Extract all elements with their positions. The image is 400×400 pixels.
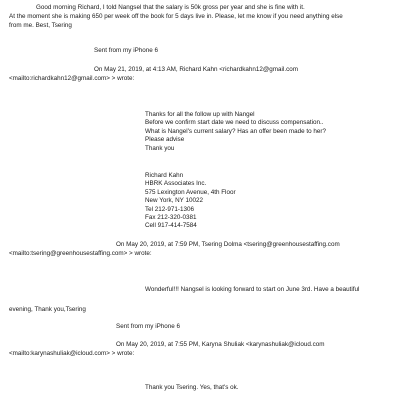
richard-message xyxy=(145,111,326,153)
reply-top-line-3: from me. Best, Tsering xyxy=(9,22,72,29)
reply-top-line-2: At the moment she is making 650 per week off the book for 5 days live in. Please, let me know if you need anything else xyxy=(9,13,343,20)
richard-message-line: What is Nangel's current salary? Has an offer been made to her? xyxy=(145,127,326,135)
richard-message-line: Before we confirm start date we need to discuss compensation.. xyxy=(145,119,324,127)
quote-header-1-line-2: <mailto:richardkahn12@gmail.com> > wrote: xyxy=(9,75,135,82)
signature-block xyxy=(145,172,236,231)
signature-line: Richard Kahn xyxy=(145,172,184,179)
quote-header-2-line-2: <mailto:tsering@greenhousestaffing.com> > wrote: xyxy=(9,250,152,257)
sent-from-iphone-1: Sent from my iPhone 6 xyxy=(94,47,159,54)
signature-line: HBRK Associates Inc. xyxy=(145,180,207,188)
sent-from-iphone-2: Sent from my iPhone 6 xyxy=(116,323,181,330)
quote-header-2-line-1: On May 20, 2019, at 7:59 PM, Tsering Dolma <tsering@greenhousestaffing.com xyxy=(116,241,340,248)
signature-line: New York, NY 10022 xyxy=(145,197,203,205)
richard-message-line: Thanks for all the follow up with Nangel xyxy=(145,111,255,118)
quote-header-1-line-1: On May 21, 2019, at 4:13 AM, Richard Kahn <richardkahn12@gmail.com xyxy=(94,66,298,73)
tsering-message-line-1: Wonderful!!! Nangsel is looking forward to start on June 3rd. Have a beautiful xyxy=(145,286,360,293)
signature-line: 575 Lexington Avenue, 4th Floor xyxy=(145,188,236,196)
tsering-message-line-2: evening, Thank you,Tsering xyxy=(9,306,86,313)
signature-line: Cell 917-414-7584 xyxy=(145,222,197,230)
quote-header-3-line-1: On May 20, 2019, at 7:55 PM, Karyna Shuliak <karynashuliak@icloud.com xyxy=(116,341,325,348)
signature-line: Tel 212-971-1306 xyxy=(145,205,195,213)
quote-header-3-line-2: <mailto:karynashuliak@icloud.com> > wrote: xyxy=(9,350,135,357)
signature-line: Fax 212-320-0381 xyxy=(145,214,197,222)
karyna-message: Thank you Tsering. Yes, that's ok. xyxy=(145,384,239,391)
reply-top-line-1: Good morning Richard, I told Nangsel that the salary is 50k gross per year and she is fine with it. xyxy=(36,4,305,11)
richard-message-line: Please advise xyxy=(145,136,185,144)
richard-message-line: Thank you xyxy=(145,144,175,152)
